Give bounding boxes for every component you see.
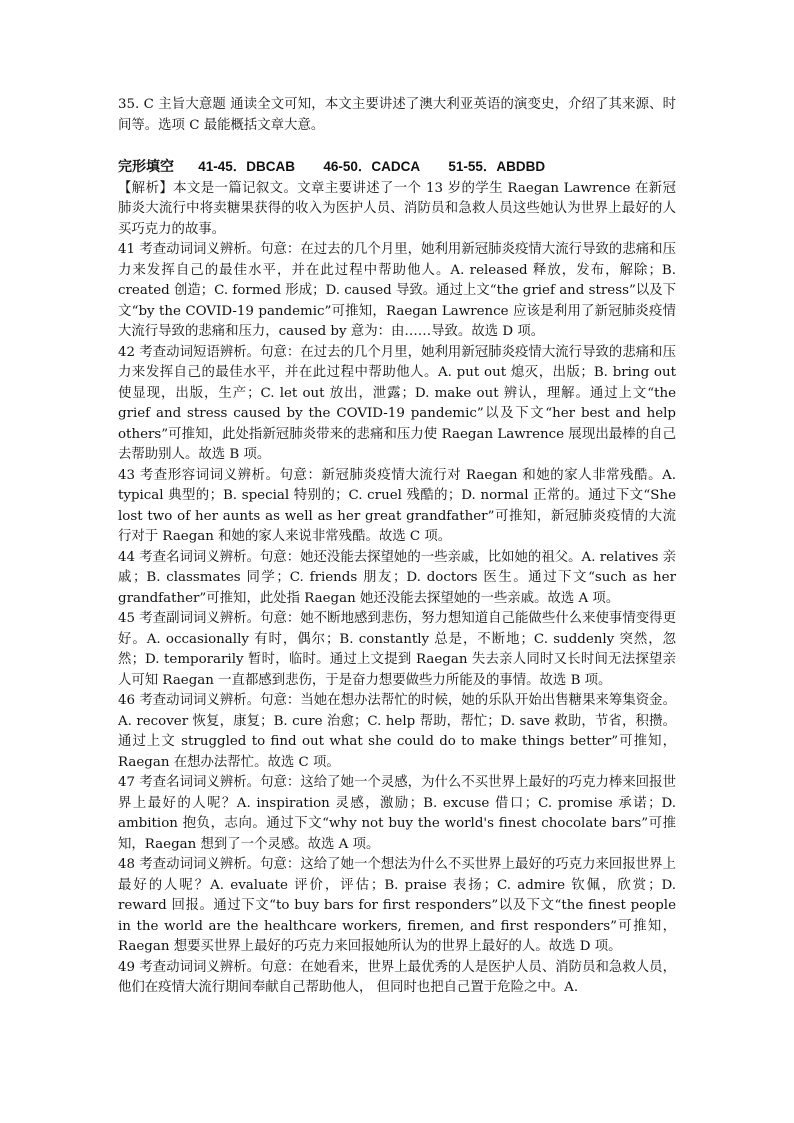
explanation-49: 49 考查动词词义辨析。句意：在她看来，世界上最优秀的人是医护人员、消防员和急救人员，他们在疫情大流行期间奉献自己帮助他人， 但同时也把自己置于危险之中。A. bbox=[118, 959, 676, 995]
explanation-43: 43 考查形容词词义辨析。句意：新冠肺炎疫情大流行对 Raegan 和她的家人非常残酷。A. typical 典型的；B. special 特别的；C. cruel 残酷的；D. normal 正常的。通过下文“She lost two of her aunts as well as her great grandfather”可推知，新冠肺炎疫情的大流行对于 Raegan 和她的家人来说非常残酷。故选 C 项。 bbox=[118, 467, 676, 544]
document-page bbox=[118, 95, 676, 999]
cloze-analysis: 【解析】本文是一篇记叙文。文章主要讲述了一个 13 岁的学生 Raegan Lawrence 在新冠肺炎大流行中将卖糖果获得的收入为医护人员、消防员和急救人员这些她认为世界上最好的人买巧克力的故事。 bbox=[118, 180, 676, 237]
explanation-42: 42 考查动词短语辨析。句意：在过去的几个月里，她利用新冠肺炎疫情大流行导致的悲痛和压力来发挥自己的最佳水平，并在此过程中帮助他人。A. put out 熄灭，出版；B. bring out 使显现，出版，生产；C. let out 放出，泄露；D. make out 辨认，理解。通过上文“the grief and stress caused by the COVID-19 pandemic”以及下文“her best and help others”可推知，此处指新冠肺炎带来的悲痛和压力使 Raegan Lawrence 展现出最棒的自己去帮助别人。故选 B 项。 bbox=[118, 344, 676, 462]
explanation-41: 41 考查动词词义辨析。句意：在过去的几个月里，她利用新冠肺炎疫情大流行导致的悲痛和压力来发挥自己的最佳水平，并在此过程中帮助他人。A. released 释放，发布，解除；B. created 创造；C. formed 形成；D. caused 导致。通过上文“the grief and stress”以及下文“by the COVID-19 pandemic”可推知，Raegan Lawrence 应该是利用了新冠肺炎疫情大流行导致的悲痛和压力，caused by 意为：由……导致。故选 D 项。 bbox=[118, 242, 676, 339]
explanation-48: 48 考查动词词义辨析。句意：这给了她一个想法为什么不买世界上最好的巧克力来回报世界上最好的人呢？A. evaluate 评价，评估；B. praise 表扬；C. admire 钦佩，欣赏；D. reward 回报。通过下文“to buy bars for first responders”以及下文“the finest people in the world are the healthcare workers, firemen, and first responders”可推知， Raegan 想要买世界上最好的巧克力来回报她所认为的世界上最好的人。故选 D 项。 bbox=[118, 857, 676, 954]
q35-explanation: 35. C 主旨大意题 通读全文可知，本文主要讲述了澳大利亚英语的演变史，介绍了其来源、时间等。选项 C 最能概括文章大意。 bbox=[118, 97, 676, 133]
explanation-46: 46 考查动词词义辨析。句意：当她在想办法帮忙的时候，她的乐队开始出售糖果来筹集资金。A. recover 恢复，康复；B. cure 治愈；C. help 帮助，帮忙；D. save 救助，节省，积攒。通过上文 struggled to find out what she could do to make things better”可推知， Raegan 在想办法帮忙。故选 C 项。 bbox=[118, 693, 676, 770]
answer-key-41-45: 41-45．DBCAB bbox=[198, 159, 296, 174]
answer-key-46-50: 46-50．CADCA bbox=[323, 159, 421, 174]
spacer bbox=[118, 136, 676, 157]
cloze-title: 完形填空 bbox=[118, 159, 174, 175]
explanation-47: 47 考查名词词义辨析。句意：这给了她一个灵感，为什么不买世界上最好的巧克力棒来回报世界上最好的人呢？A. inspiration 灵感，激励；B. excuse 借口；C. promise 承诺；D. ambition 抱负，志向。通过下文“why not buy the world's finest chocolate bars”可推知，Raegan 想到了一个灵感。故选 A 项。 bbox=[118, 775, 676, 852]
answer-key-51-55: 51-55．ABDBD bbox=[448, 159, 546, 174]
cloze-heading bbox=[118, 157, 676, 179]
explanation-44: 44 考查名词词义辨析。句意：她还没能去探望她的一些亲戚，比如她的祖父。A. relatives 亲戚；B. classmates 同学；C. friends 朋友；D. doctors 医生。通过下文“such as her grandfather”可推知，此处指 Raegan 她还没能去探望她的一些亲戚。故选 A 项。 bbox=[118, 549, 676, 606]
explanation-45: 45 考查副词词义辨析。句意：她不断地感到悲伤，努力想知道自己能做些什么来使事情变得更好。A. occasionally 有时，偶尔；B. constantly 总是，不断地；C. suddenly 突然，忽然；D. temporarily 暂时，临时。通过上文提到 Raegan 失去亲人同时又长时间无法探望亲人可知 Raegan 一直都感到悲伤，于是奋力想要做些力所能及的事情。故选 B 项。 bbox=[118, 611, 676, 688]
